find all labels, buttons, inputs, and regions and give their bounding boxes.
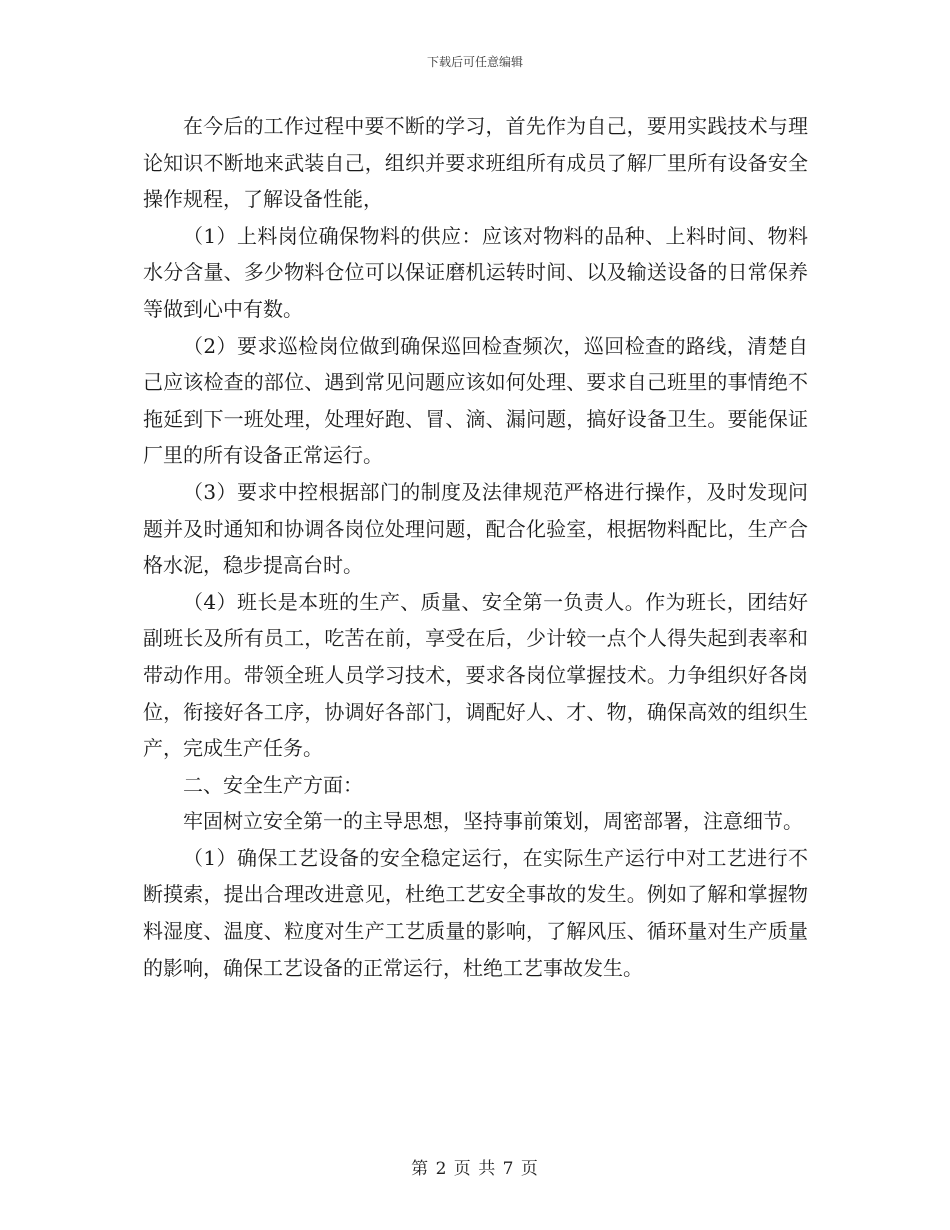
paragraph-intro: 在今后的工作过程中要不断的学习，首先作为自己，要用实践技术与理论知识不断地来武装自己，组织并要求班组所有成员了解厂里所有设备安全操作规程，了解设备性能， [143, 114, 808, 212]
page-header: 下载后可任意编辑 [426, 55, 523, 69]
section-heading-safety: 二、安全生产方面： [183, 772, 363, 797]
paragraph-safety-item-1: （1）确保工艺设备的安全稳定运行，在实际生产运行中对工艺进行不断摸索，提出合理改进意见，杜绝工艺安全事故的发生。例如了解和掌握物料湿度、温度、粒度对生产工艺质量的影响，了解风压、循环量对生产质量的影响，确保工艺设备的正常运行，杜绝工艺事故发生。 [143, 845, 808, 980]
document-body [143, 108, 808, 986]
paragraph-item-2: （2）要求巡检岗位做到确保巡回检查频次，巡回检查的路线，清楚自己应该检查的部位、遇到常见问题应该如何处理、要求自己班里的事情绝不拖延到下一班处理，处理好跑、冒、滴、漏问题，搞好设备卫生。要能保证厂里的所有设备正常运行。 [143, 333, 808, 468]
paragraph-item-3: （3）要求中控根据部门的制度及法律规范严格进行操作，及时发现问题并及时通知和协调各岗位处理问题，配合化验室，根据物料配比，生产合格水泥，稳步提高台时。 [143, 479, 808, 578]
paragraph-item-4: （4）班长是本班的生产、质量、安全第一负责人。作为班长，团结好副班长及所有员工，吃苦在前，享受在后，少计较一点个人得失起到表率和带动作用。带领全班人员学习技术，要求各岗位掌握技术。力争组织好各岗位，衔接好各工序，协调好各部门，调配好人、才、物，确保高效的组织生产，完成生产任务。 [143, 589, 808, 761]
paragraph-safety-intro: 牢固树立安全第一的主导思想，坚持事前策划，周密部署，注意细节。 [183, 809, 803, 834]
paragraph-item-1: （1）上料岗位确保物料的供应：应该对物料的品种、上料时间、物料水分含量、多少物料仓位可以保证磨机运转时间、以及输送设备的日常保养等做到心中有数。 [143, 223, 808, 321]
page-number: 第 2 页 共 7 页 [411, 1159, 539, 1179]
